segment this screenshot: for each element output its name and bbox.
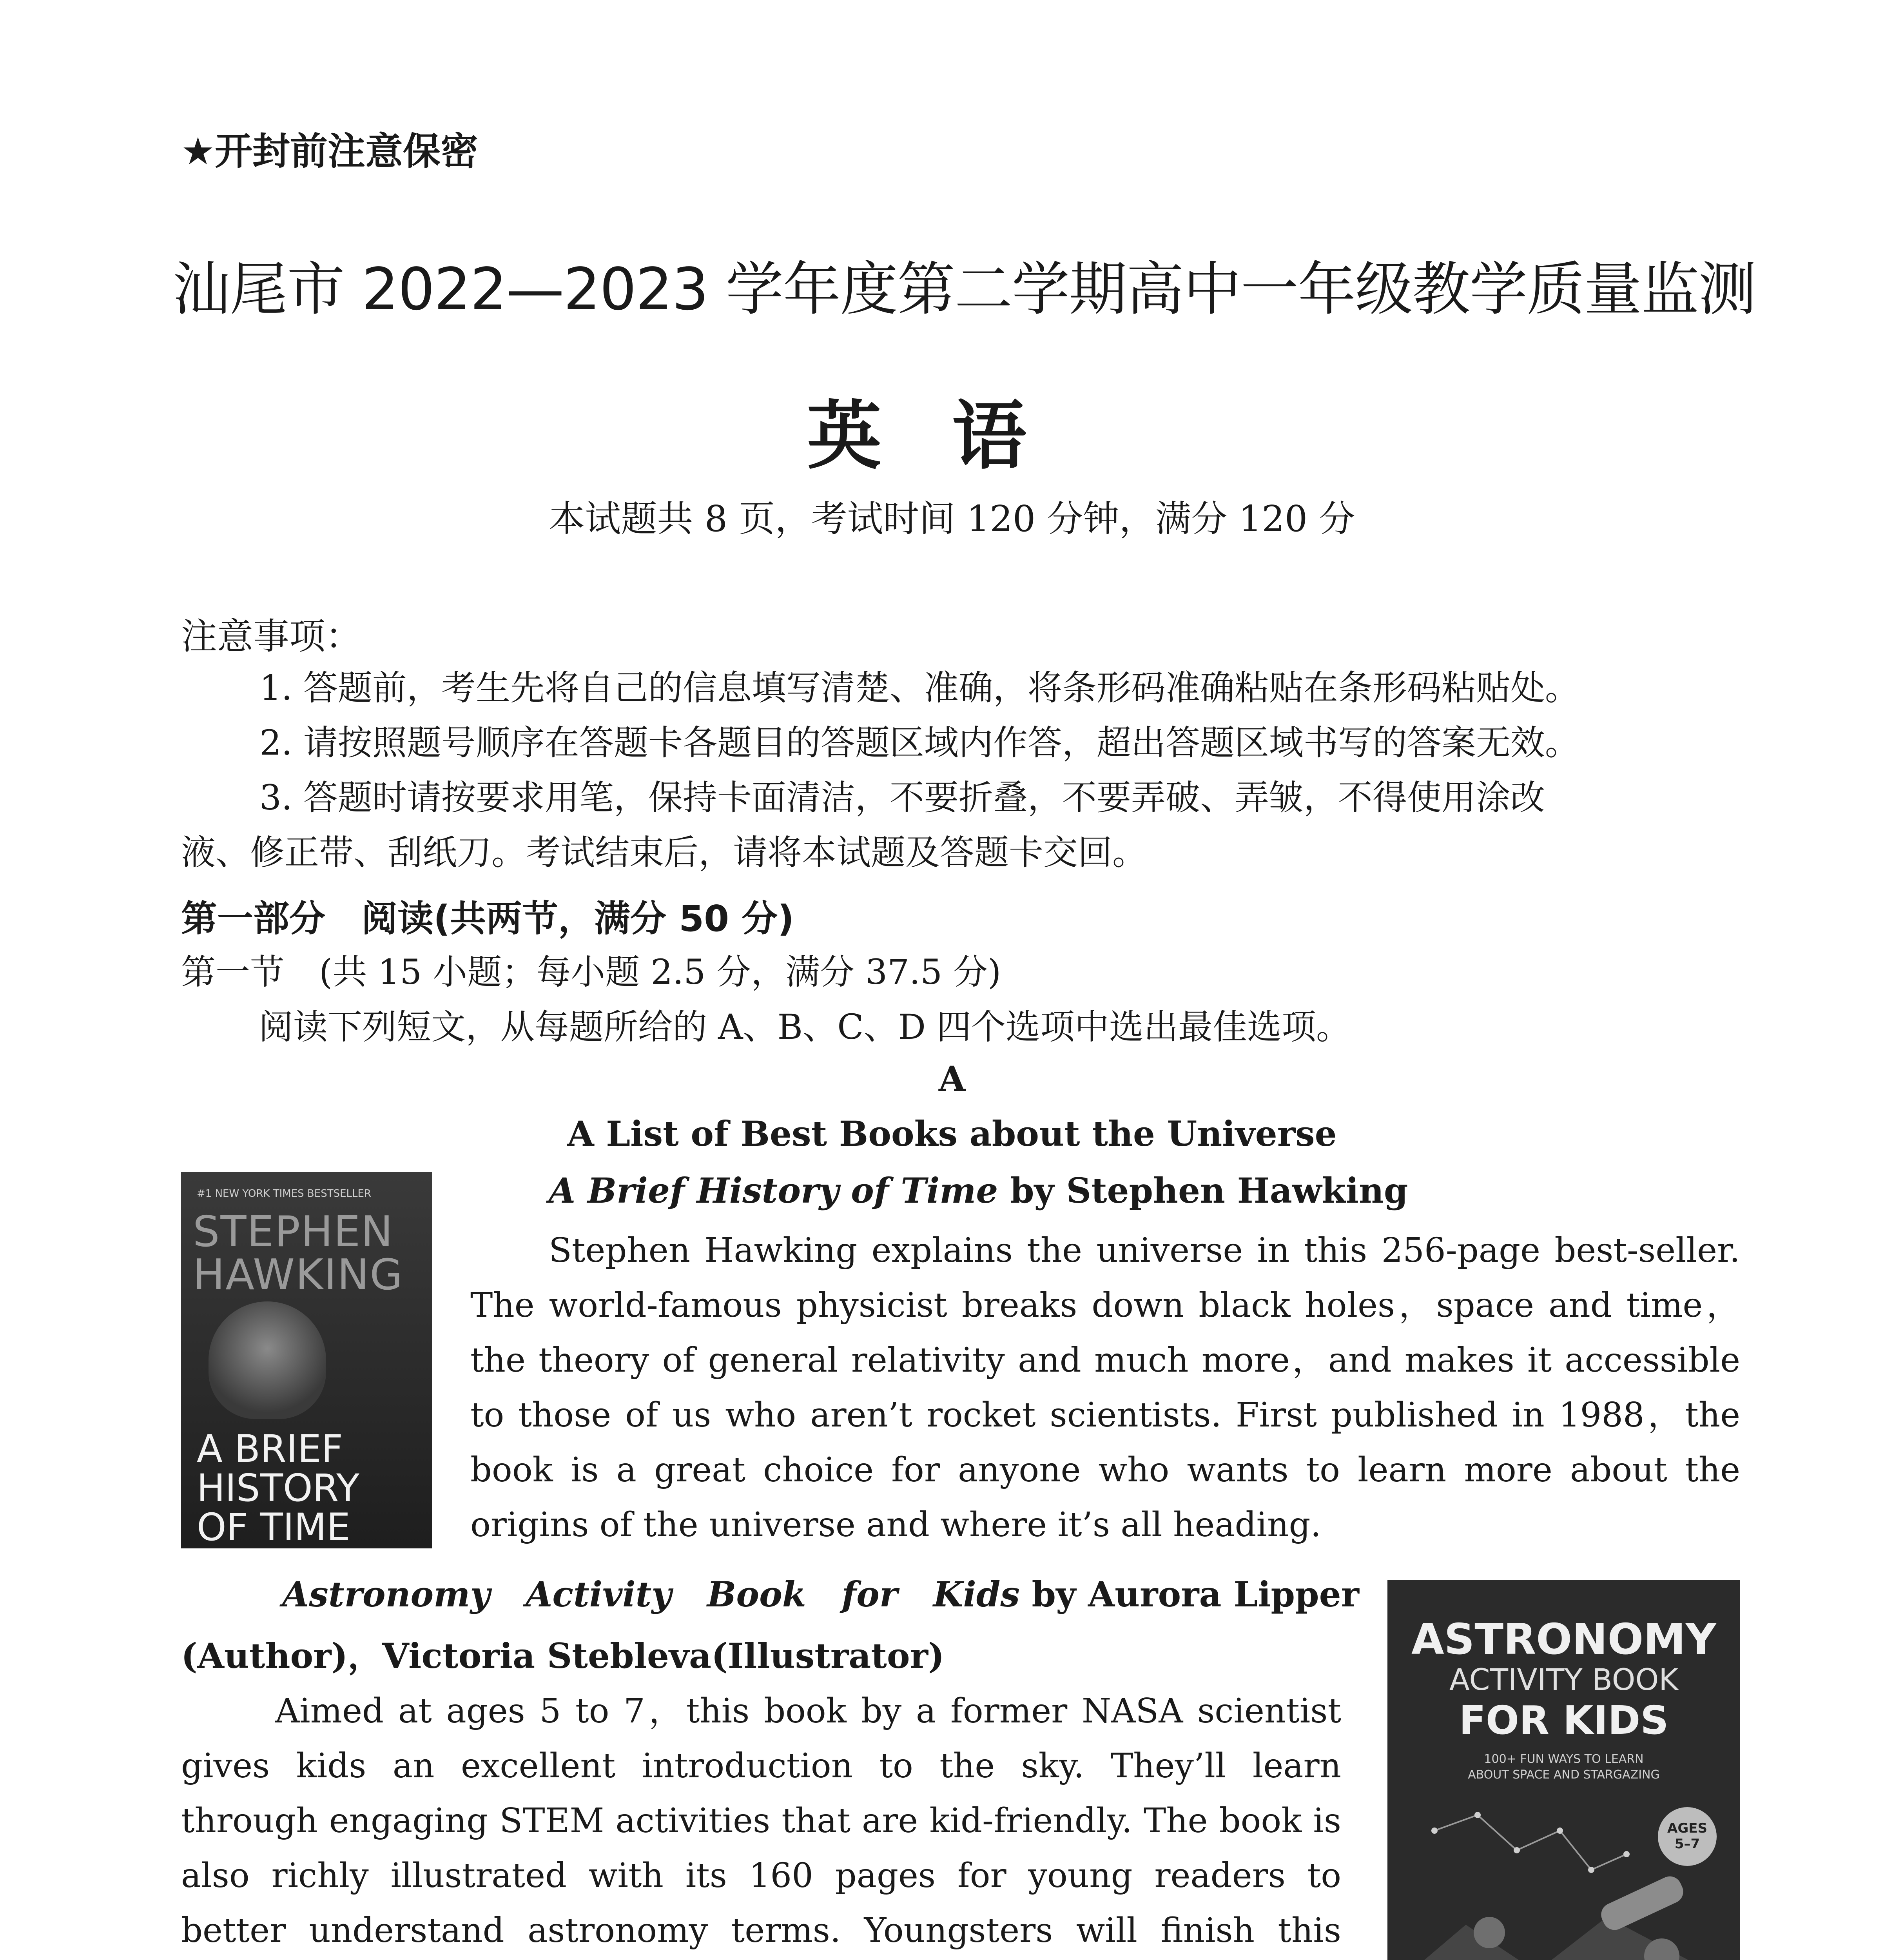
notes-heading: 注意事项： <box>181 615 362 657</box>
portrait-image <box>209 1301 326 1419</box>
cover-author: HAWKING <box>193 1250 404 1299</box>
book-cover-hawking <box>181 1172 432 1548</box>
cover-title: HISTORY <box>197 1466 359 1510</box>
passage-letter: A <box>938 1058 966 1099</box>
exam-info: 本试题共 8 页，考试时间 120 分钟，满分 120 分 <box>549 498 1355 540</box>
book-text: Aimed at ages 5 to 7，this book by a former NASA scientist gives kids an excellent introduction to the sky. They’ll learn through engaging STEM activities that are kid-friendly. The book is also richly illustrated with its 160 pages for young readers to better understand astronomy terms. Youngsters will finish this <box>181 1691 1341 1950</box>
cover-badge: #1 NEW YORK TIMES BESTSELLER <box>197 1188 371 1200</box>
cover-title: OF TIME <box>197 1505 350 1548</box>
instruction: 阅读下列短文，从每题所给的 A、B、C、D 四个选项中选出最佳选项。 <box>259 1007 1351 1047</box>
cover-tagline: 100+ FUN WAYS TO LEARN <box>1484 1752 1644 1766</box>
note-item: 2. 请按照题号顺序在答题卡各题目的答题区域内作答，超出答题区域书写的答案无效。 <box>259 722 1579 763</box>
book-title-astronomy <box>282 1574 1359 1615</box>
book-description <box>181 1684 1341 1960</box>
constellation-illustration <box>1387 1580 1740 1960</box>
book-byline: by Stephen Hawking <box>998 1170 1408 1211</box>
book-cover-astronomy <box>1387 1580 1740 1960</box>
book-byline: by Aurora Lipper <box>1019 1574 1359 1615</box>
book-title-hawking <box>549 1170 1408 1211</box>
ages-label: AGES <box>1667 1820 1707 1836</box>
book-title-text: Astronomy Activity Book for Kids <box>282 1574 1020 1615</box>
book-text: Stephen Hawking explains the universe in this 256-page best-seller. The world-famous physicist breaks down black holes，space and time，the theory of general relativity and much more，and makes it accessible to those of us who aren’t rocket scientists. First published in 1988，the book is a great choice for anyone who wants to learn more about the origins of the universe and where it’s all heading. <box>470 1231 1740 1544</box>
note-item: 3. 答题时请按要求用笔，保持卡面清洁，不要折叠，不要弄破、弄皱，不得使用涂改 <box>259 777 1545 818</box>
book-byline2: (Author)，Victoria Stebleva(Illustrator) <box>181 1635 945 1676</box>
book-description <box>470 1223 1740 1552</box>
secret-notice: ★开封前注意保密 <box>181 129 479 173</box>
cover-author: STEPHEN <box>193 1207 394 1256</box>
part-title: 第一部分 阅读(共两节，满分 50 分) <box>181 898 794 940</box>
section-title: 第一节 (共 15 小题；每小题 2.5 分，满分 37.5 分) <box>181 952 1001 992</box>
exam-title: 汕尾市 2022—2023 学年度第二学期高中一年级教学质量监测 <box>172 256 1756 323</box>
subject-title: 英语 <box>807 393 1097 479</box>
cover-title: ACTIVITY BOOK <box>1449 1662 1679 1697</box>
cover-title: A BRIEF <box>197 1427 343 1471</box>
ages-range: 5–7 <box>1674 1836 1700 1852</box>
cover-title: FOR KIDS <box>1459 1697 1669 1743</box>
cover-tagline: ABOUT SPACE AND STARGAZING <box>1468 1768 1660 1782</box>
cover-title: ASTRONOMY <box>1411 1615 1716 1664</box>
book-title-text: A Brief History of Time <box>549 1170 998 1211</box>
note-item: 1. 答题前，考生先将自己的信息填写清楚、准确，将条形码准确粘贴在条形码粘贴处。 <box>259 668 1579 708</box>
passage-title: A List of Best Books about the Universe <box>567 1113 1337 1154</box>
note-item: 液、修正带、刮纸刀。考试结束后，请将本试题及答题卡交回。 <box>181 832 1147 873</box>
